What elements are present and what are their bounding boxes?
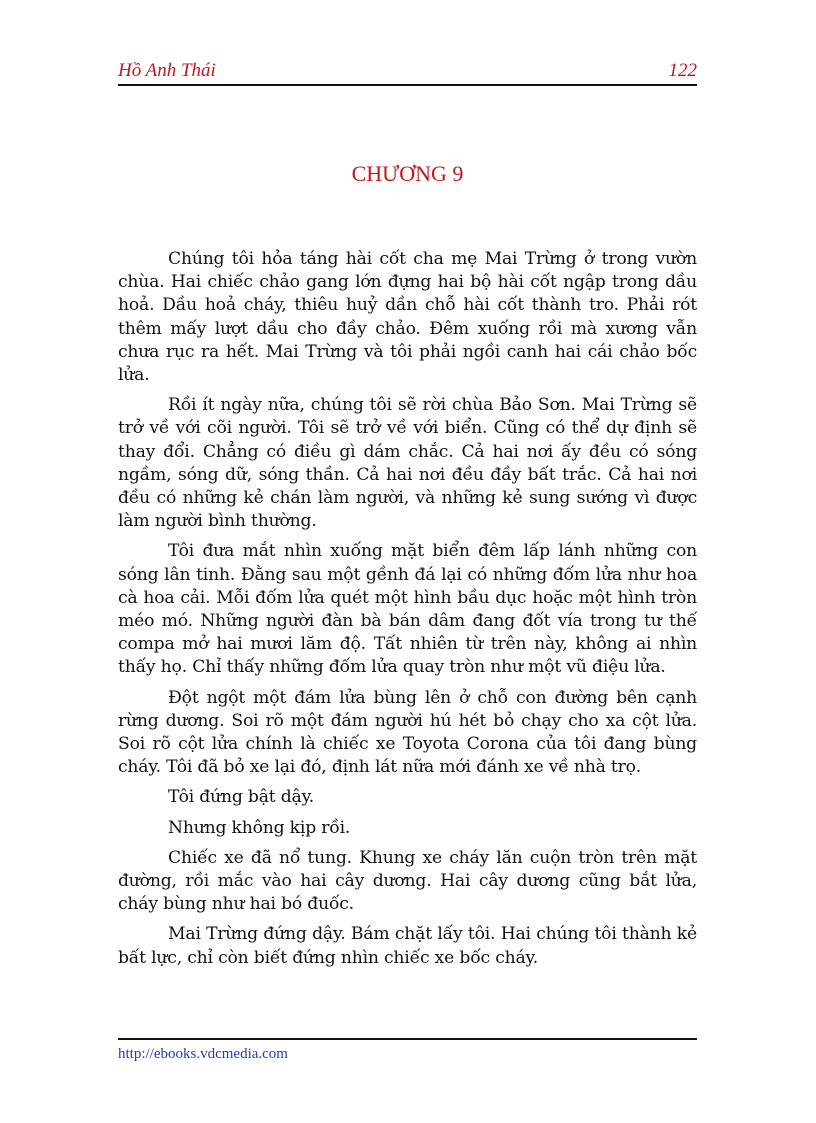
paragraph: Tôi đứng bật dậy. [168,787,315,808]
paragraph: Chúng tôi hỏa táng hài cốt cha mẹ Mai Trừng ở trong vườn chùa. Hai chiếc chảo gang lớn đựng hai bộ hài cốt ngập trong dầu hoả. Dầu hoả cháy, thiêu huỷ dần chỗ hài cốt thành tro. Phải rót thêm mấy lượt dầu cho đầy chảo. Đêm xuống rồi mà xương vẫn chưa rục ra hết. Mai Trừng và tôi phải ngồi canh hai cái chảo bốc lửa. [118,249,697,386]
paragraph: Nhưng không kịp rồi. [168,817,351,838]
page-header [118,58,697,86]
footer-link[interactable]: http://ebooks.vdcmedia.com [118,1046,288,1062]
paragraph: Tôi đưa mắt nhìn xuống mặt biển đêm lấp lánh những con sóng lân tinh. Đằng sau một gềnh đá lại có những đốm lửa như hoa cà hoa cải. Mỗi đốm lửa quét một hình bầu dục hoặc một hình tròn méo mó. Những người đàn bà bán dâm đang đốt vía trong tư thế compa mở hai mươi lăm độ. Tất nhiên từ trên này, không ai nhìn thấy họ. Chỉ thấy những đốm lửa quay tròn như một vũ điệu lửa. [118,541,697,678]
page-number: 122 [668,60,697,81]
paragraph: Chiếc xe đã nổ tung. Khung xe cháy lăn cuộn tròn trên mặt đường, rồi mắc vào hai cây dương. Hai cây dương cũng bắt lửa, cháy bùng như hai bó đuốc. [118,847,697,915]
paragraph: Đột ngột một đám lửa bùng lên ở chỗ con đường bên cạnh rừng dương. Soi rõ một đám người hú hét bỏ chạy cho xa cột lửa. Soi rõ cột lửa chính là chiếc xe Toyota Corona của tôi đang bùng cháy. Tôi đã bỏ xe lại đó, định lát nữa mới đánh xe về nhà trọ. [118,687,697,778]
chapter-body [118,248,697,977]
paragraph: Mai Trừng đứng dậy. Bám chặt lấy tôi. Hai chúng tôi thành kẻ bất lực, chỉ còn biết đứng nhìn chiếc xe bốc cháy. [118,924,697,968]
author-name: Hồ Anh Thái [118,60,216,81]
paragraph: Rồi ít ngày nữa, chúng tôi sẽ rời chùa Bảo Sơn. Mai Trừng sẽ trở về với cõi người. Tôi sẽ trở về với biển. Cũng có thể dự định sẽ thay đổi. Chẳng có điều gì dám chắc. Cả hai nơi ấy đều có sóng ngầm, sóng dữ, sóng thần. Cả hai nơi đều đầy bất trắc. Cả hai nơi đều có những kẻ chán làm người, và những kẻ sung sướng vì được làm người bình thường. [118,395,697,532]
page-footer [118,1038,697,1063]
chapter-title: CHƯƠNG 9 [351,161,464,186]
